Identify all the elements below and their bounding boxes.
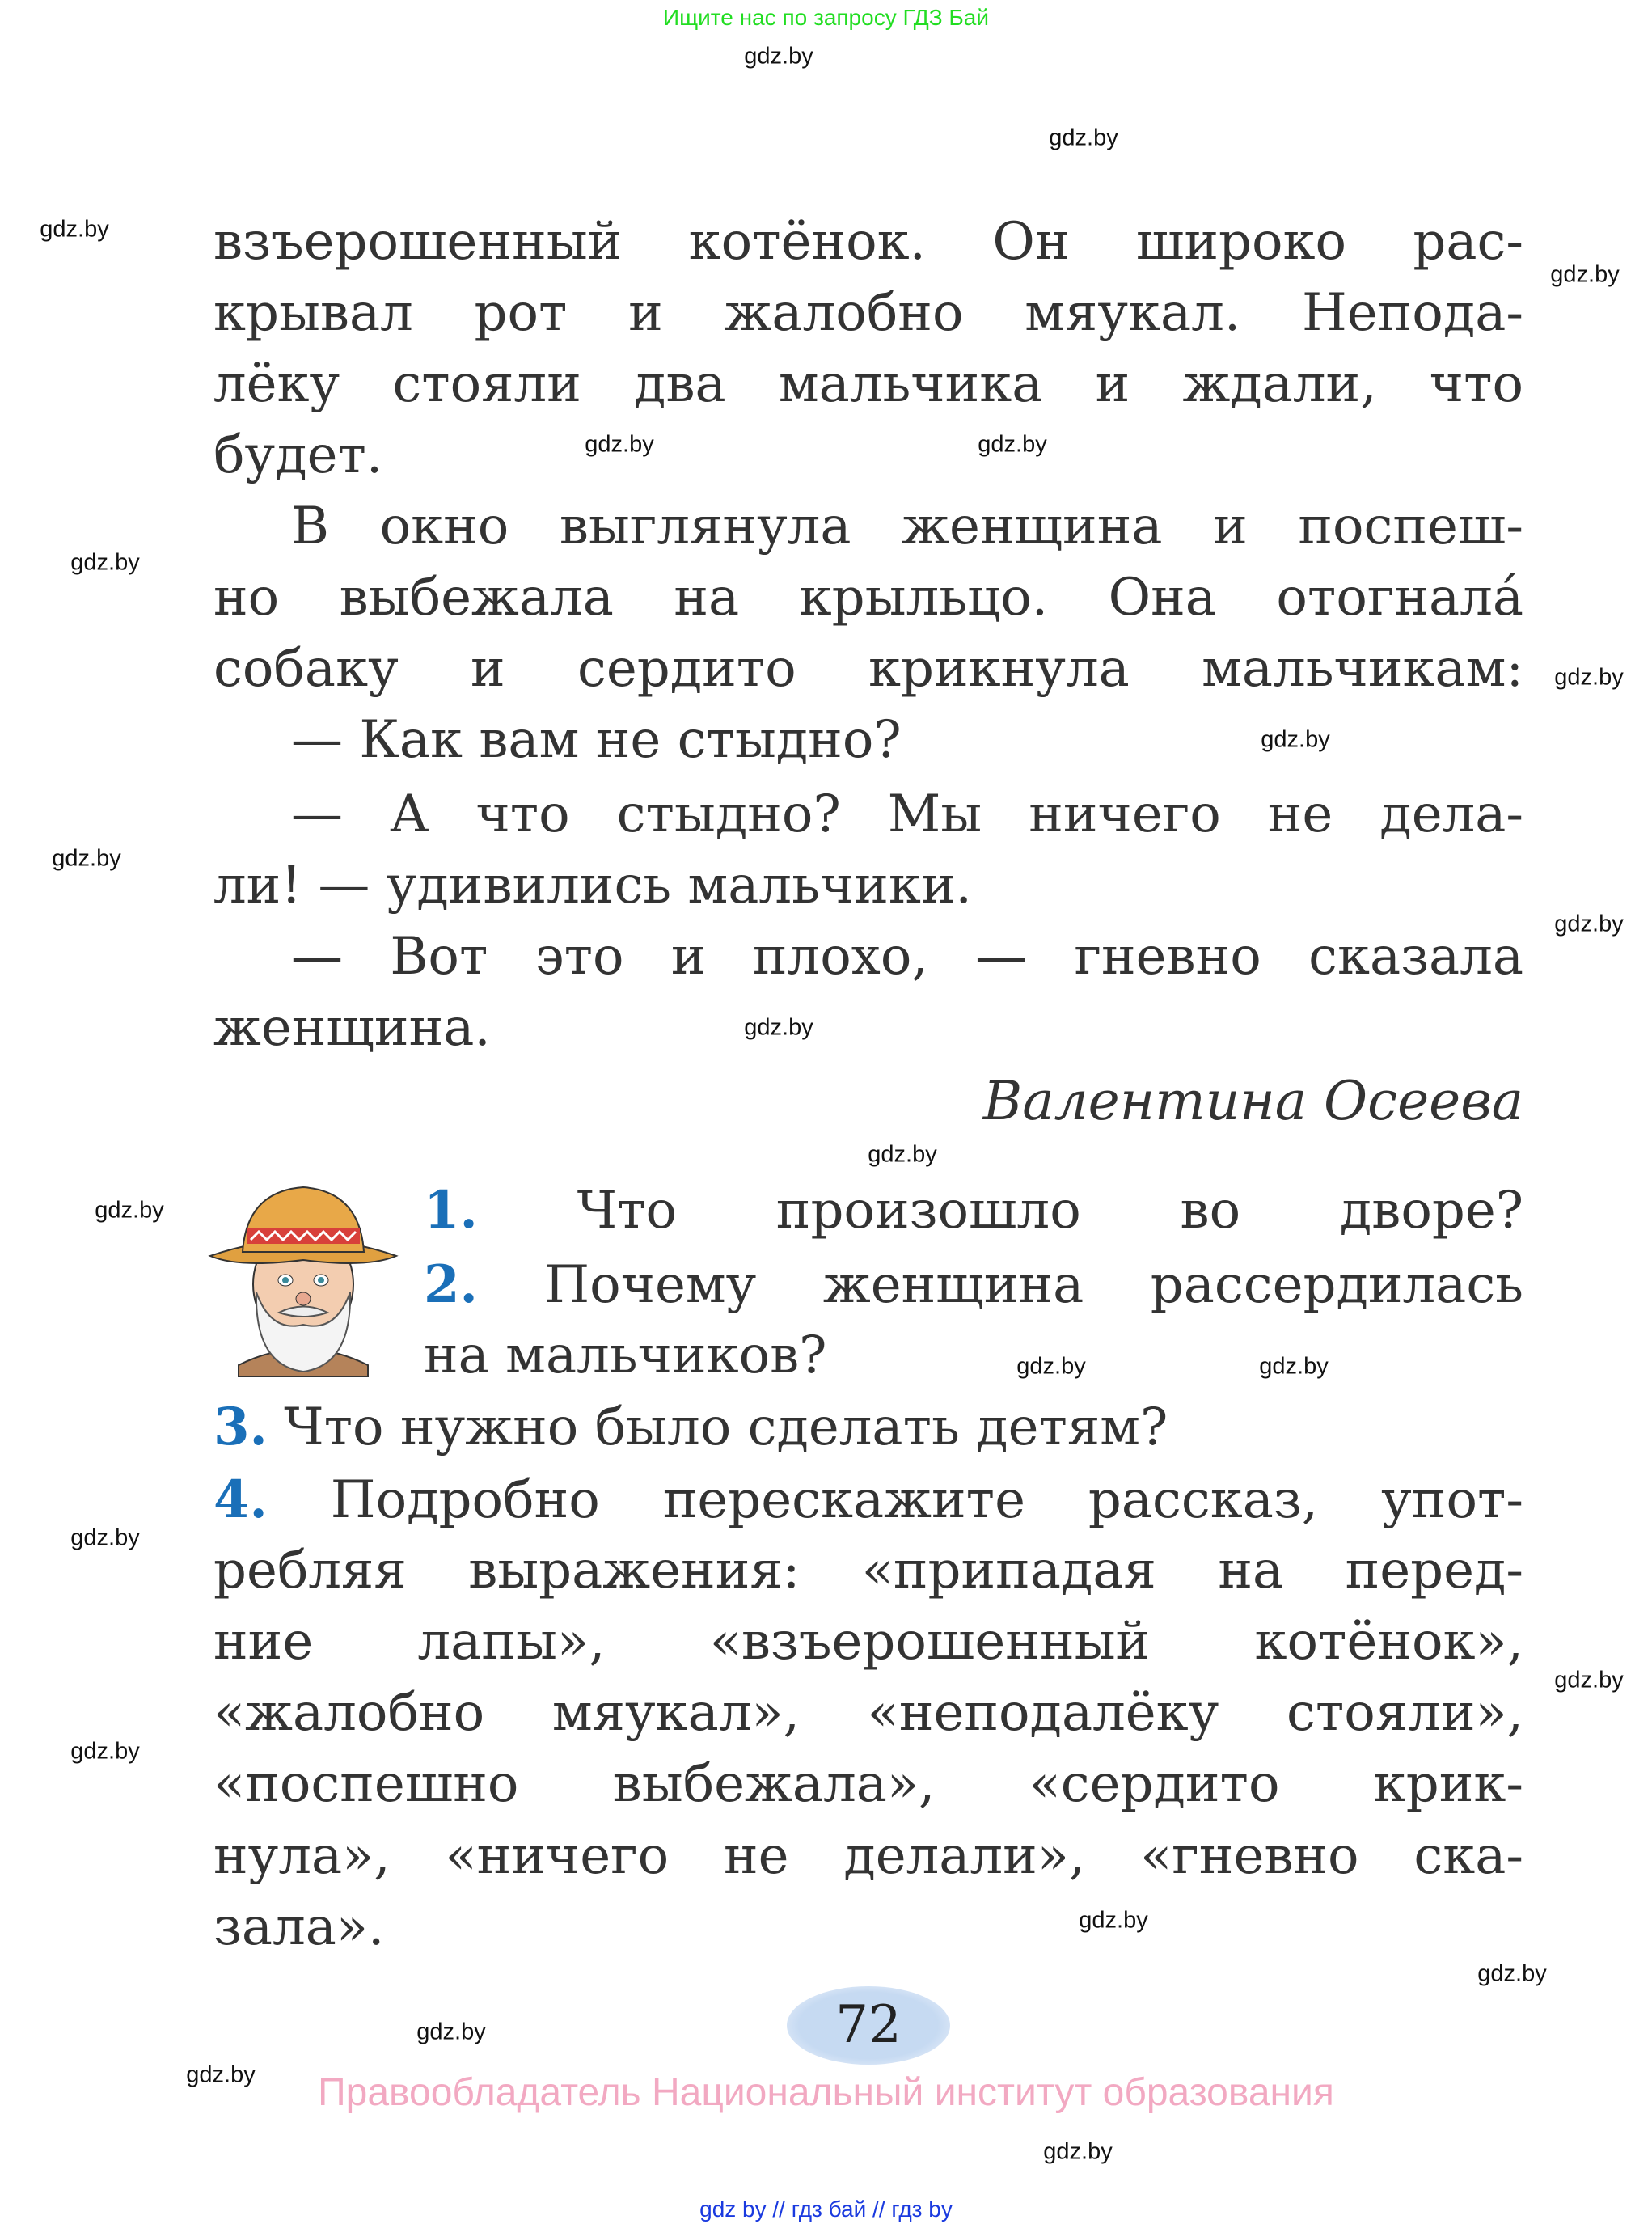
watermark: gdz.by — [95, 1197, 164, 1224]
question-text: Что произошло во дворе? — [577, 1181, 1524, 1241]
story-author: Валентина Осеева — [982, 1070, 1523, 1132]
story-line: будет. — [213, 425, 383, 485]
story-line: лёку стояли два мальчика и ждали, что — [213, 354, 1523, 414]
story-line: — Вот это и плохо, — гневно сказала — [291, 927, 1523, 987]
story-line: крывал рот и жалобно мяукал. Непода- — [213, 283, 1523, 343]
watermark: gdz.by — [1261, 726, 1330, 753]
watermark: gdz.by — [1554, 664, 1624, 691]
watermark: gdz.by — [1079, 1907, 1148, 1934]
copyright-owner: Правообладатель Национальный институт образования — [318, 2071, 1334, 2114]
footer-links[interactable]: gdz by // гдз бай // гдз by — [699, 2197, 953, 2222]
watermark: gdz.by — [186, 2061, 256, 2088]
watermark: gdz.by — [1550, 261, 1620, 288]
question-4-cont: ребляя выражения: «припадая на перед- — [213, 1541, 1523, 1600]
watermark: gdz.by — [744, 43, 813, 70]
question-text: Что нужно было сделать детям? — [284, 1397, 1168, 1457]
watermark: gdz.by — [52, 845, 121, 872]
watermark: gdz.by — [416, 2019, 486, 2045]
story-line: собаку и сердито крикнула мальчикам: — [213, 639, 1523, 699]
question-4-cont: зала». — [213, 1897, 385, 1957]
header-search-note: Ищите нас по запросу ГДЗ Бай — [662, 5, 990, 30]
page-number-badge: 72 — [787, 1986, 950, 2065]
watermark: gdz.by — [70, 549, 140, 576]
question-4 — [213, 1464, 1523, 1536]
question-number: 2. — [424, 1254, 478, 1315]
watermark: gdz.by — [1016, 1353, 1086, 1380]
question-4-cont: «жалобно мяукал», «неподалёку стояли», — [213, 1683, 1523, 1743]
question-4-cont: нула», «ничего не делали», «гневно ска- — [213, 1826, 1523, 1886]
question-4-cont: «поспешно выбежала», «сердито крик- — [213, 1754, 1523, 1814]
watermark: gdz.by — [1259, 1353, 1329, 1380]
story-line: но выбежала на крыльцо. Она отогнала́ — [213, 568, 1523, 628]
watermark: gdz.by — [868, 1141, 937, 1168]
watermark: gdz.by — [1554, 1667, 1624, 1693]
story-line: — Как вам не стыдно? — [291, 710, 902, 770]
question-text: Подробно перескажите рассказ, упот- — [330, 1470, 1523, 1530]
watermark: gdz.by — [70, 1738, 140, 1765]
story-line: женщина. — [213, 998, 491, 1058]
question-3 — [213, 1391, 1523, 1463]
old-man-illustration — [206, 1179, 400, 1377]
question-2 — [424, 1249, 1523, 1321]
question-number: 3. — [213, 1397, 268, 1457]
watermark: gdz.by — [70, 1524, 140, 1551]
question-number: 4. — [213, 1469, 268, 1530]
question-number: 1. — [424, 1180, 478, 1241]
watermark: gdz.by — [1043, 2138, 1113, 2165]
watermark: gdz.by — [978, 431, 1047, 458]
watermark: gdz.by — [744, 1014, 813, 1041]
story-line: ли! — удивились мальчики. — [213, 856, 972, 915]
watermark: gdz.by — [1477, 1960, 1547, 1987]
story-line: В окно выглянула женщина и поспеш- — [291, 497, 1523, 556]
watermark: gdz.by — [585, 431, 654, 458]
watermark: gdz.by — [1049, 125, 1118, 151]
watermark: gdz.by — [40, 216, 109, 243]
question-text: Почему женщина рассердилась — [544, 1255, 1524, 1315]
question-1 — [424, 1174, 1523, 1246]
story-line: — А что стыдно? Мы ничего не дела- — [291, 784, 1523, 844]
story-line: взъерошенный котёнок. Он широко рас- — [213, 212, 1523, 272]
question-4-cont: ние лапы», «взъерошенный котёнок», — [213, 1612, 1523, 1672]
question-2-cont: на мальчиков? — [424, 1326, 827, 1385]
watermark: gdz.by — [1554, 911, 1624, 937]
